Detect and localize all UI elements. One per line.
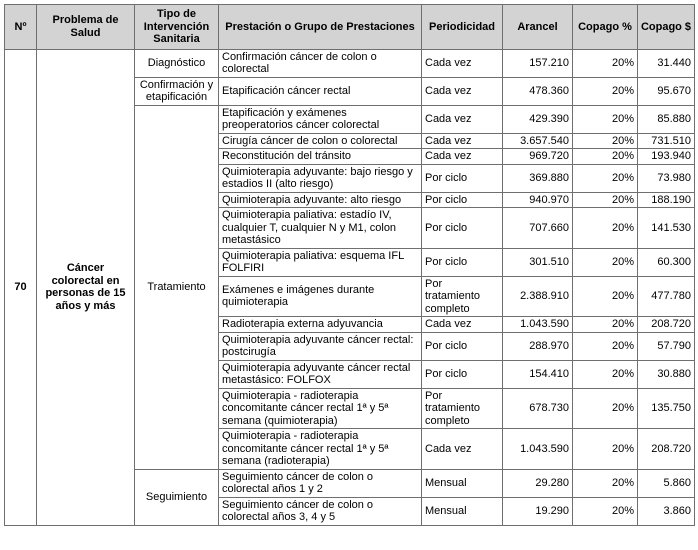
- table-header: [5, 5, 695, 50]
- arancel-cell: 3.657.540: [503, 133, 573, 149]
- copago-pesos-cell: 95.670: [638, 77, 695, 105]
- tipo-intervencion-cell: Seguimiento: [135, 469, 219, 525]
- prestacion-cell: Quimioterapia - radioterapia concomitante cáncer rectal 1ª y 5ª semana (quimioterapia): [219, 388, 422, 429]
- copago-pct-cell: 20%: [573, 388, 638, 429]
- arancel-cell: 301.510: [503, 248, 573, 276]
- col-header-numero: Nº: [5, 5, 37, 50]
- col-header-copago-pesos: Copago $: [638, 5, 695, 50]
- col-header-problema: Problema de Salud: [37, 5, 135, 50]
- table-body: [5, 49, 695, 525]
- periodicidad-cell: Por tratamiento completo: [422, 388, 503, 429]
- periodicidad-cell: Mensual: [422, 469, 503, 497]
- copago-pct-cell: 20%: [573, 208, 638, 249]
- copago-pesos-cell: 85.880: [638, 105, 695, 133]
- tipo-intervencion-cell: Confirmación y etapificación: [135, 77, 219, 105]
- arancel-cell: 969.720: [503, 149, 573, 165]
- periodicidad-cell: Por ciclo: [422, 164, 503, 192]
- periodicidad-cell: Cada vez: [422, 149, 503, 165]
- copago-pesos-cell: 30.880: [638, 360, 695, 388]
- copago-pct-cell: 20%: [573, 49, 638, 77]
- periodicidad-cell: Cada vez: [422, 77, 503, 105]
- prestacion-cell: Quimioterapia - radioterapia concomitante cáncer rectal 1ª y 5ª semana (radioterapia): [219, 429, 422, 470]
- periodicidad-cell: Cada vez: [422, 317, 503, 333]
- ges-tariff-table: [4, 4, 695, 526]
- arancel-cell: 29.280: [503, 469, 573, 497]
- prestacion-cell: Confirmación cáncer de colon o colorectal: [219, 49, 422, 77]
- arancel-cell: 1.043.590: [503, 317, 573, 333]
- copago-pct-cell: 20%: [573, 276, 638, 317]
- copago-pct-cell: 20%: [573, 133, 638, 149]
- copago-pesos-cell: 731.510: [638, 133, 695, 149]
- numero-cell: 70: [5, 49, 37, 525]
- prestacion-cell: Etapificación y exámenes preoperatorios cáncer colorectal: [219, 105, 422, 133]
- arancel-cell: 707.660: [503, 208, 573, 249]
- periodicidad-cell: Cada vez: [422, 49, 503, 77]
- copago-pesos-cell: 135.750: [638, 388, 695, 429]
- prestacion-cell: Quimioterapia adyuvante: alto riesgo: [219, 192, 422, 208]
- periodicidad-cell: Por ciclo: [422, 208, 503, 249]
- copago-pesos-cell: 141.530: [638, 208, 695, 249]
- arancel-cell: 2.388.910: [503, 276, 573, 317]
- prestacion-cell: Quimioterapia adyuvante cáncer rectal metastásico: FOLFOX: [219, 360, 422, 388]
- copago-pesos-cell: 188.190: [638, 192, 695, 208]
- periodicidad-cell: Por ciclo: [422, 360, 503, 388]
- arancel-cell: 478.360: [503, 77, 573, 105]
- copago-pesos-cell: 3.860: [638, 497, 695, 525]
- copago-pesos-cell: 477.780: [638, 276, 695, 317]
- periodicidad-cell: Cada vez: [422, 105, 503, 133]
- periodicidad-cell: Mensual: [422, 497, 503, 525]
- prestacion-cell: Quimioterapia paliativa: esquema IFL FOLFIRI: [219, 248, 422, 276]
- prestacion-cell: Cirugía cáncer de colon o colorectal: [219, 133, 422, 149]
- prestacion-cell: Exámenes e imágenes durante quimioterapia: [219, 276, 422, 317]
- copago-pesos-cell: 57.790: [638, 332, 695, 360]
- copago-pesos-cell: 5.860: [638, 469, 695, 497]
- copago-pct-cell: 20%: [573, 164, 638, 192]
- problema-cell: Cáncer colorectal en personas de 15 años y más: [37, 49, 135, 525]
- copago-pct-cell: 20%: [573, 105, 638, 133]
- table-row: [5, 49, 695, 77]
- copago-pct-cell: 20%: [573, 497, 638, 525]
- copago-pct-cell: 20%: [573, 469, 638, 497]
- copago-pct-cell: 20%: [573, 149, 638, 165]
- prestacion-cell: Quimioterapia paliativa: estadío IV, cualquier T, cualquier N y M1, colon metastásico: [219, 208, 422, 249]
- arancel-cell: 369.880: [503, 164, 573, 192]
- periodicidad-cell: Por ciclo: [422, 192, 503, 208]
- header-row: [5, 5, 695, 50]
- arancel-cell: 678.730: [503, 388, 573, 429]
- copago-pct-cell: 20%: [573, 360, 638, 388]
- copago-pesos-cell: 208.720: [638, 429, 695, 470]
- arancel-cell: 429.390: [503, 105, 573, 133]
- copago-pct-cell: 20%: [573, 332, 638, 360]
- arancel-cell: 1.043.590: [503, 429, 573, 470]
- col-header-arancel: Arancel: [503, 5, 573, 50]
- prestacion-cell: Quimioterapia adyuvante cáncer rectal: postcirugía: [219, 332, 422, 360]
- tipo-intervencion-cell: Diagnóstico: [135, 49, 219, 77]
- arancel-cell: 288.970: [503, 332, 573, 360]
- periodicidad-cell: Cada vez: [422, 429, 503, 470]
- prestacion-cell: Seguimiento cáncer de colon o colorectal años 1 y 2: [219, 469, 422, 497]
- prestacion-cell: Etapificación cáncer rectal: [219, 77, 422, 105]
- col-header-tipo: Tipo de Intervención Sanitaria: [135, 5, 219, 50]
- col-header-copago-pct: Copago %: [573, 5, 638, 50]
- prestacion-cell: Quimioterapia adyuvante: bajo riesgo y estadios II (alto riesgo): [219, 164, 422, 192]
- copago-pct-cell: 20%: [573, 429, 638, 470]
- prestacion-cell: Radioterapia externa adyuvancia: [219, 317, 422, 333]
- arancel-cell: 19.290: [503, 497, 573, 525]
- copago-pesos-cell: 31.440: [638, 49, 695, 77]
- periodicidad-cell: Por tratamiento completo: [422, 276, 503, 317]
- copago-pct-cell: 20%: [573, 77, 638, 105]
- copago-pesos-cell: 208.720: [638, 317, 695, 333]
- periodicidad-cell: Por ciclo: [422, 248, 503, 276]
- prestacion-cell: Reconstitución del tránsito: [219, 149, 422, 165]
- copago-pesos-cell: 73.980: [638, 164, 695, 192]
- periodicidad-cell: Por ciclo: [422, 332, 503, 360]
- col-header-periodicidad: Periodicidad: [422, 5, 503, 50]
- prestacion-cell: Seguimiento cáncer de colon o colorectal años 3, 4 y 5: [219, 497, 422, 525]
- periodicidad-cell: Cada vez: [422, 133, 503, 149]
- col-header-prestacion: Prestación o Grupo de Prestaciones: [219, 5, 422, 50]
- copago-pct-cell: 20%: [573, 192, 638, 208]
- copago-pct-cell: 20%: [573, 248, 638, 276]
- copago-pct-cell: 20%: [573, 317, 638, 333]
- arancel-cell: 940.970: [503, 192, 573, 208]
- copago-pesos-cell: 193.940: [638, 149, 695, 165]
- arancel-cell: 154.410: [503, 360, 573, 388]
- tipo-intervencion-cell: Tratamiento: [135, 105, 219, 469]
- arancel-cell: 157.210: [503, 49, 573, 77]
- copago-pesos-cell: 60.300: [638, 248, 695, 276]
